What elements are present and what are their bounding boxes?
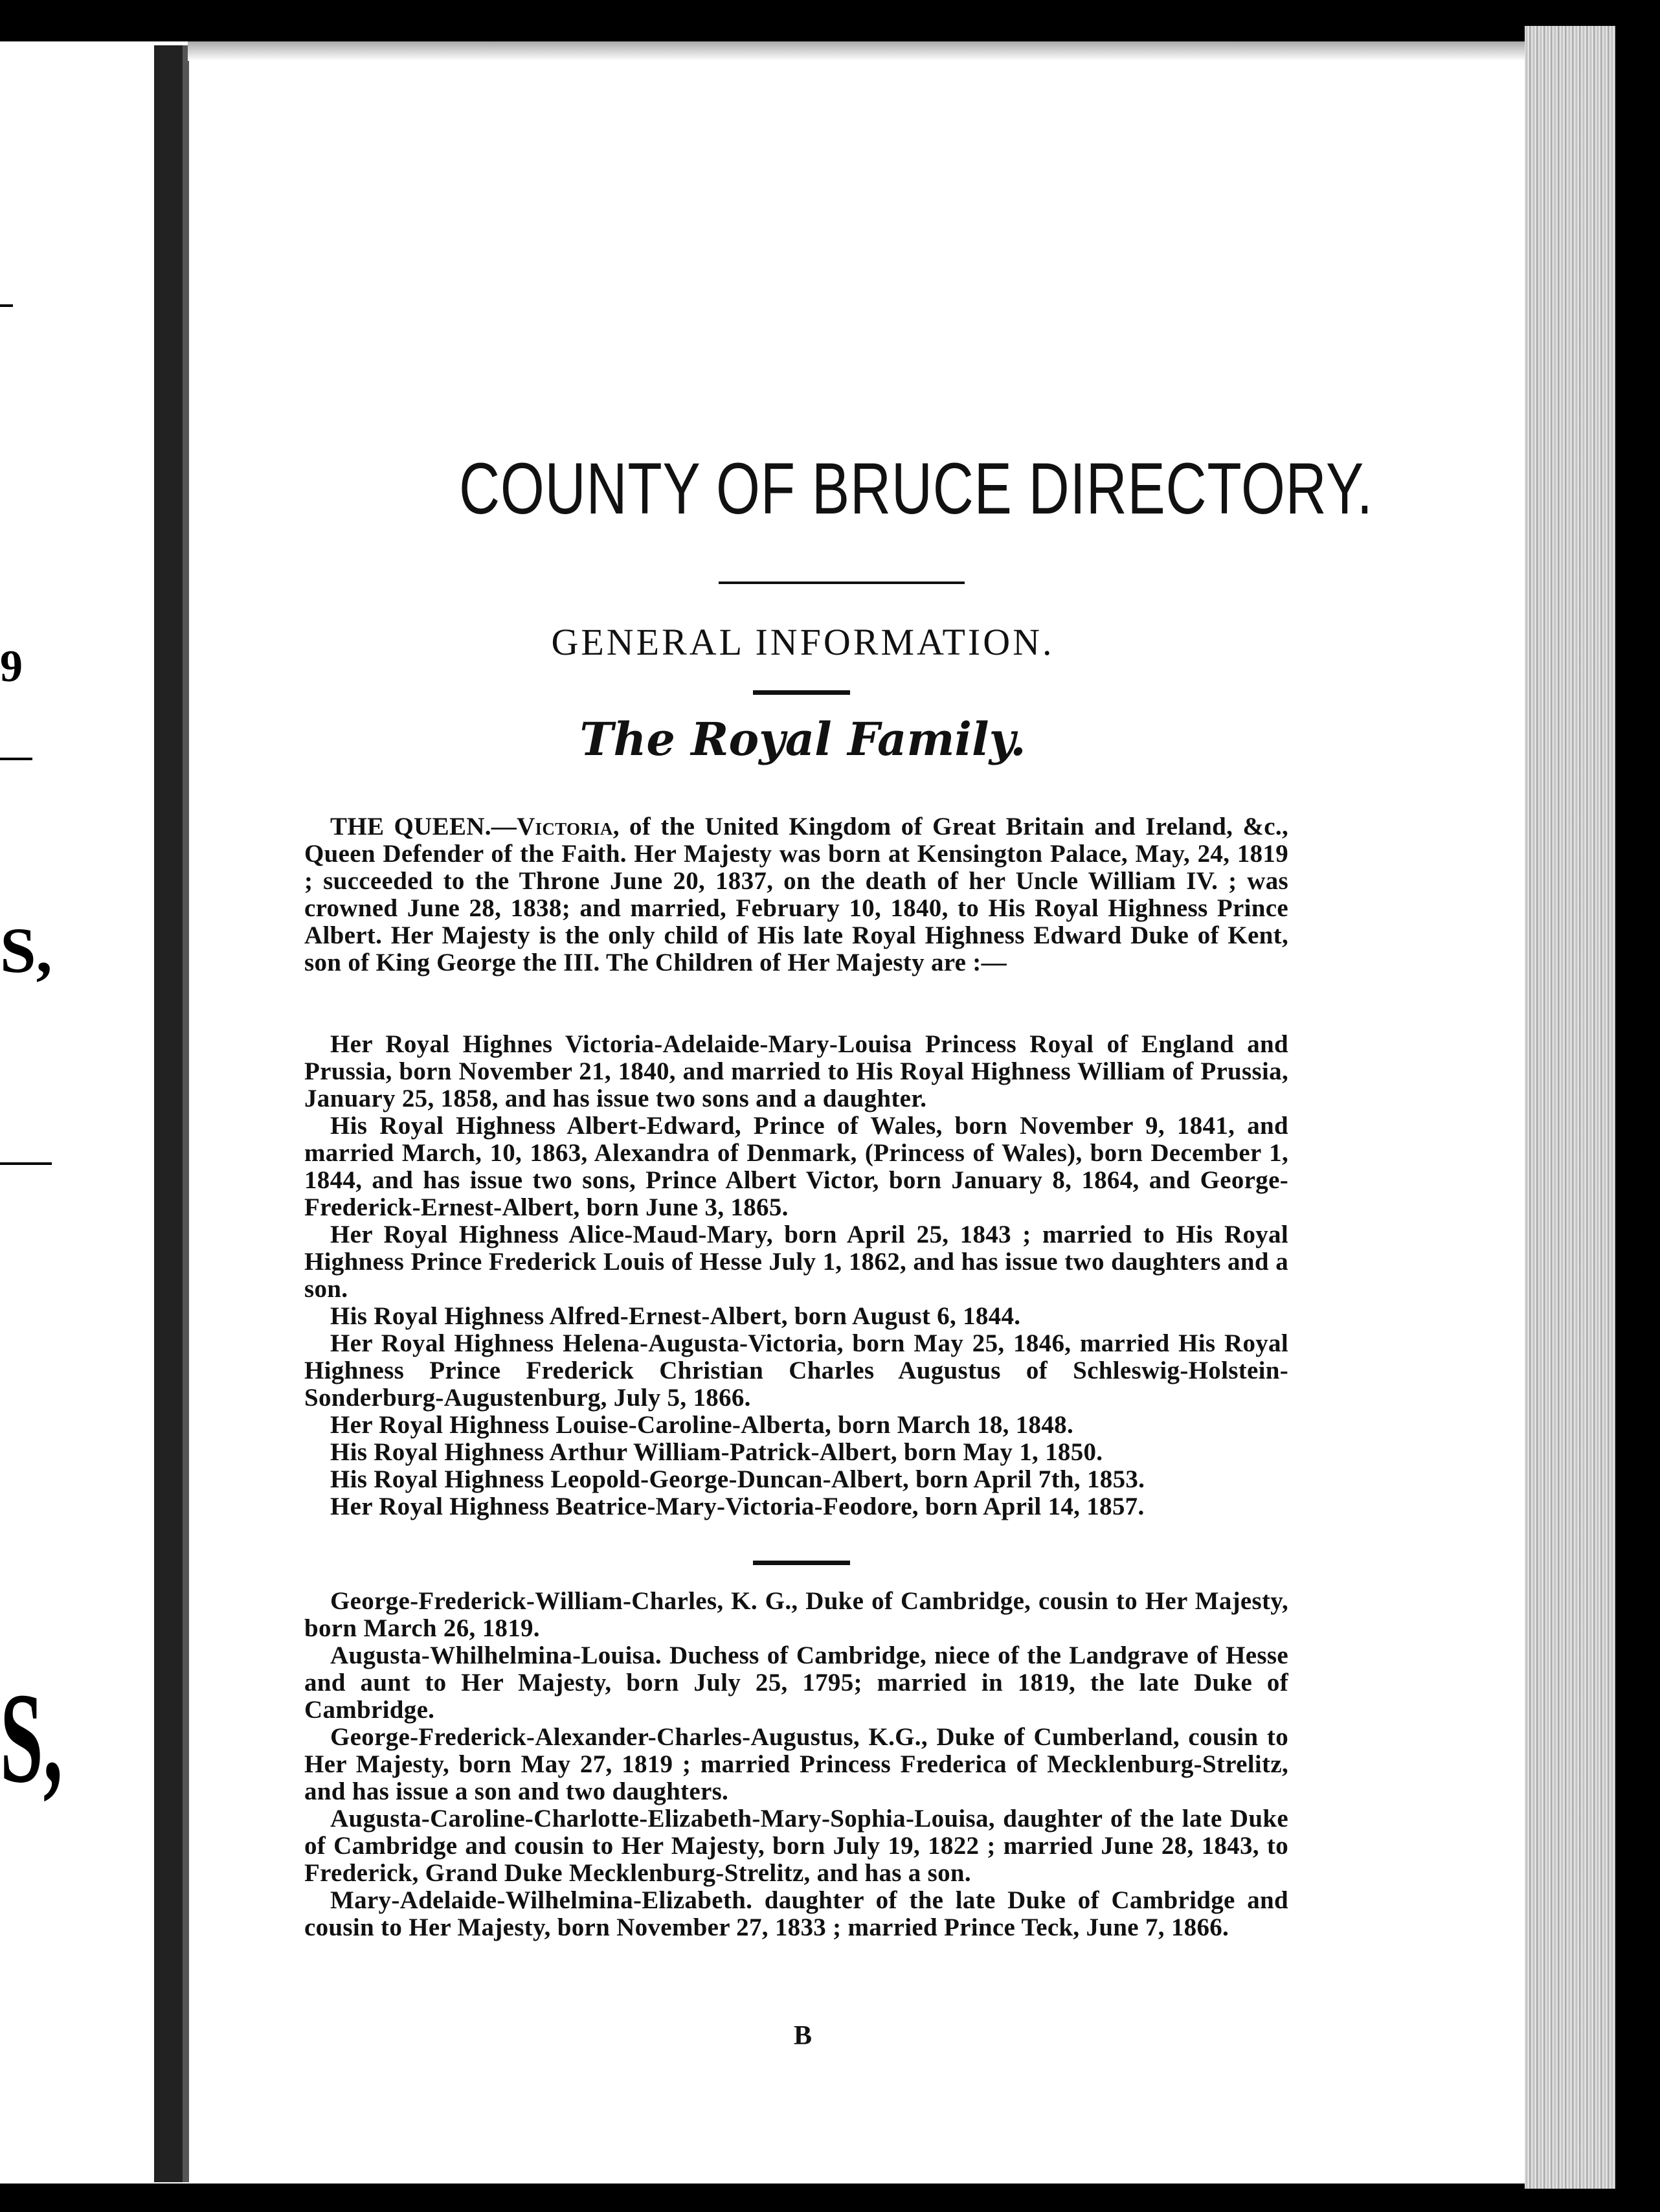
queen-paragraph [304,813,1288,976]
child-paragraph: Her Royal Highness Louise-Caroline-Alberta, born March 18, 1848. [330,1411,1074,1439]
section-heading: The Royal Family. [579,712,1026,766]
child-paragraph: His Royal Highness Arthur William-Patrick-Albert, born May 1, 1850. [330,1438,1103,1466]
scan-border-bottom [0,2184,1660,2212]
queen-text: , of the United Kingdom of Great Britain and Ireland, &c., Queen Defender of the Faith. Her Majesty was born at Kensington Palace, May, 24, 1819 ; succeeded to the Throne June 20, 1837, on the death of her Uncle William IV. ; was crowned June 28, 1838; and married, February 10, 1840, to His Royal Highness Prince Albert. Her Majesty is the only child of His late Royal Highness Edward Duke of Kent, son of King George the III. The Children of Her Majesty are :— [304,813,1288,976]
child-paragraph: Her Royal Highness Beatrice-Mary-Victoria-Feodore, born April 14, 1857. [330,1493,1145,1520]
child-paragraph: Her Royal Highness Alice-Maud-Mary, born April 25, 1843 ; married to His Royal Highness Prince Frederick Louis of Hesse July 1, 1862, and has issue two daughters and a son. [304,1221,1288,1303]
page-stack-edge [1525,26,1615,2189]
relative-paragraph: Augusta-Whilhelmina-Louisa. Duchess of Cambridge, niece of the Landgrave of Hesse and aunt to Her Majesty, born July 25, 1795; married in 1819, the late Duke of Cambridge. [304,1642,1288,1724]
queen-label: THE QUEEN.— [330,813,517,841]
queen-name: Victoria [517,813,613,841]
book-gutter [154,45,183,2182]
child-paragraph: Her Royal Highnes Victoria-Adelaide-Mary-Louisa Princess Royal of England and Prussia, born November 21, 1840, and married to His Royal Highness William of Prussia, January 25, 1858, and has issue two sons and a daughter. [304,1030,1288,1112]
section-subtitle: GENERAL INFORMATION. [551,621,1055,663]
facing-page-rule [0,304,13,307]
child-paragraph: His Royal Highness Leopold-George-Duncan-Albert, born April 7th, 1853. [330,1465,1145,1493]
page-title: COUNTY OF BRUCE DIRECTORY. [459,448,1373,529]
facing-page-rule [0,758,32,760]
facing-page-fragment: 9 [0,642,23,692]
relative-paragraph: Augusta-Caroline-Charlotte-Elizabeth-Mary-Sophia-Louisa, daughter of the late Duke of Cambridge and cousin to Her Majesty, born July 19, 1822 ; married June 28, 1843, to Frederick, Grand Duke Mecklenburg-Strelitz, and has a son. [304,1805,1288,1887]
facing-page-fragment: S, [0,914,52,986]
child-paragraph: His Royal Highness Alfred-Ernest-Albert, born August 6, 1844. [330,1302,1021,1330]
relative-paragraph: George-Frederick-Alexander-Charles-Augustus, K.G., Duke of Cumberland, cousin to Her Majesty, born May 27, 1819 ; married Princess Frederica of Mecklenburg-Strelitz, and has issue a son and two daughters. [304,1723,1288,1805]
page-top-shadow [188,41,1528,61]
relative-paragraph: George-Frederick-William-Charles, K. G., Duke of Cambridge, cousin to Her Majesty, born March 26, 1819. [304,1587,1288,1642]
section-rule [753,1561,850,1565]
book-gutter-shadow [183,45,189,2182]
scan-border-top [0,0,1660,41]
child-paragraph: Her Royal Highness Helena-Augusta-Victoria, born May 25, 1846, married His Royal Highness Prince Frederick Christian Charles Augustus of Schleswig-Holstein-Sonderburg-Augustenburg, July 5, 1866. [304,1329,1288,1412]
subtitle-rule [753,690,850,695]
page-signature: B [793,2021,812,2051]
facing-page-fragment: S, [0,1667,63,1810]
scan-border-right [1615,0,1660,2212]
child-paragraph: His Royal Highness Albert-Edward, Prince of Wales, born November 9, 1841, and married March, 10, 1863, Alexandra of Denmark, (Princess of Wales), born December 1, 1844, and has issue two sons, Prince Albert Victor, born January 8, 1864, and George-Frederick-Ernest-Albert, born June 3, 1865. [304,1112,1288,1221]
relative-paragraph: Mary-Adelaide-Wilhelmina-Elizabeth. daughter of the late Duke of Cambridge and cousin to Her Majesty, born November 27, 1833 ; married Prince Teck, June 7, 1866. [304,1886,1288,1941]
facing-page-rule [0,1162,52,1165]
title-rule [719,581,965,584]
